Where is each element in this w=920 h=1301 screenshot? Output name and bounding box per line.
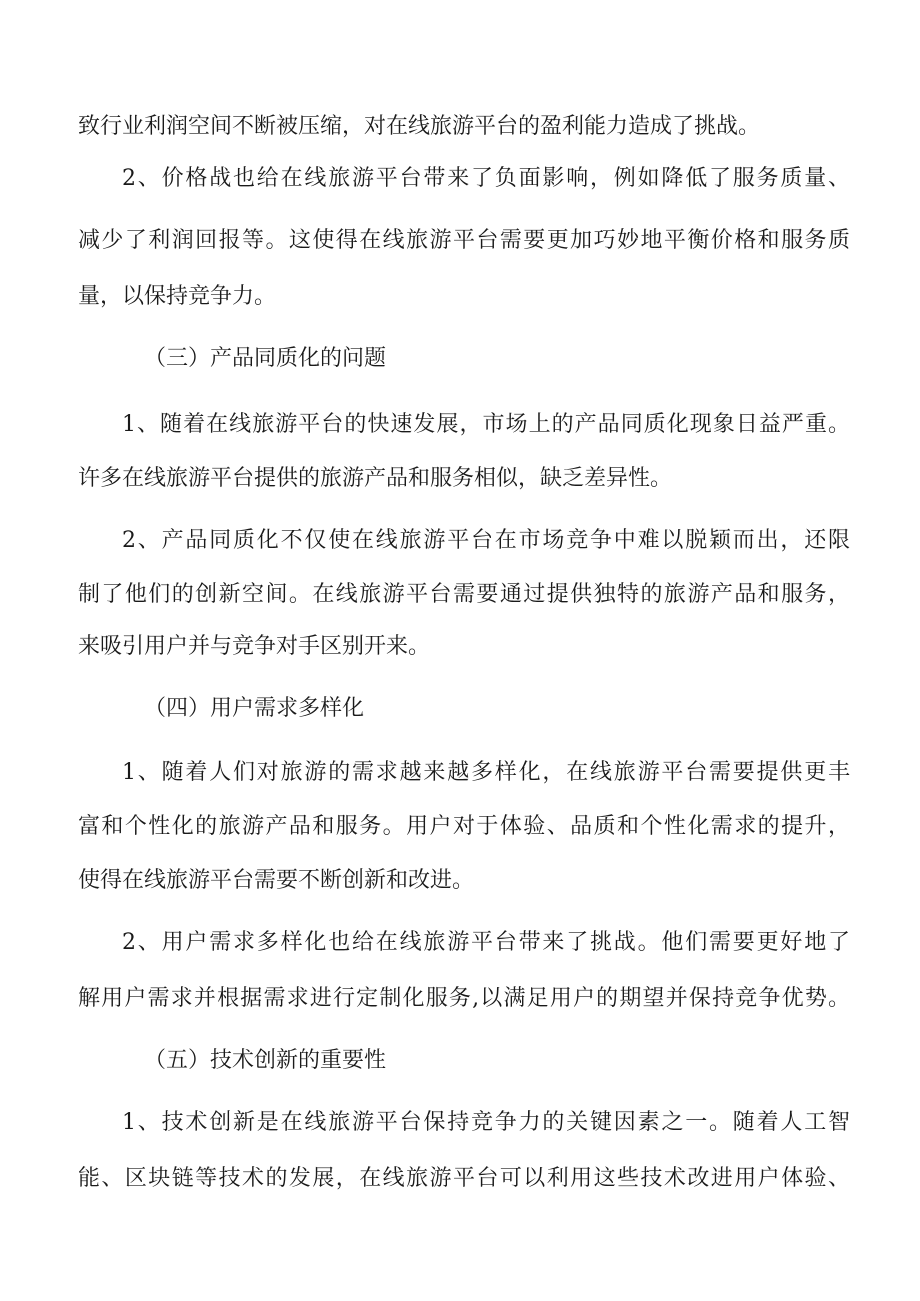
text-line: 能、区块链等技术的发展，在线旅游平台可以利用这些技术改进用户体验、: [78, 1166, 850, 1191]
section-heading: （四）用户需求多样化: [144, 696, 365, 721]
text-line: 量，以保持竞争力。: [78, 284, 277, 309]
section-heading: （五）技术创新的重要性: [144, 1048, 387, 1073]
text-line: 来吸引用户并与竞争对手区别开来。: [78, 634, 431, 659]
text-line: 许多在线旅游平台提供的旅游产品和服务相似，缺乏差异性。: [78, 466, 673, 491]
text-line: 2、价格战也给在线旅游平台带来了负面影响，例如降低了服务质量、: [122, 166, 850, 191]
text-line: 制了他们的创新空间。在线旅游平台需要通过提供独特的旅游产品和服务，: [78, 582, 850, 607]
text-line: 2、产品同质化不仅使在线旅游平台在市场竞争中难以脱颖而出，还限: [122, 528, 850, 553]
text-line: 致行业利润空间不断被压缩，对在线旅游平台的盈利能力造成了挑战。: [78, 114, 761, 139]
text-line: 减少了利润回报等。这使得在线旅游平台需要更加巧妙地平衡价格和服务质: [78, 228, 850, 253]
text-line: 1、随着人们对旅游的需求越来越多样化，在线旅游平台需要提供更丰: [122, 760, 850, 785]
text-line: 1、技术创新是在线旅游平台保持竞争力的关键因素之一。随着人工智: [122, 1110, 850, 1135]
section-heading: （三）产品同质化的问题: [144, 346, 387, 371]
text-line: 富和个性化的旅游产品和服务。用户对于体验、品质和个性化需求的提升，: [78, 814, 850, 839]
text-line: 1、随着在线旅游平台的快速发展，市场上的产品同质化现象日益严重。: [122, 412, 850, 437]
text-line: 2、用户需求多样化也给在线旅游平台带来了挑战。他们需要更好地了: [122, 930, 850, 955]
text-line: 解用户需求并根据需求进行定制化服务,以满足用户的期望并保持竞争优势。: [78, 986, 850, 1011]
text-line: 使得在线旅游平台需要不断创新和改进。: [78, 868, 475, 893]
